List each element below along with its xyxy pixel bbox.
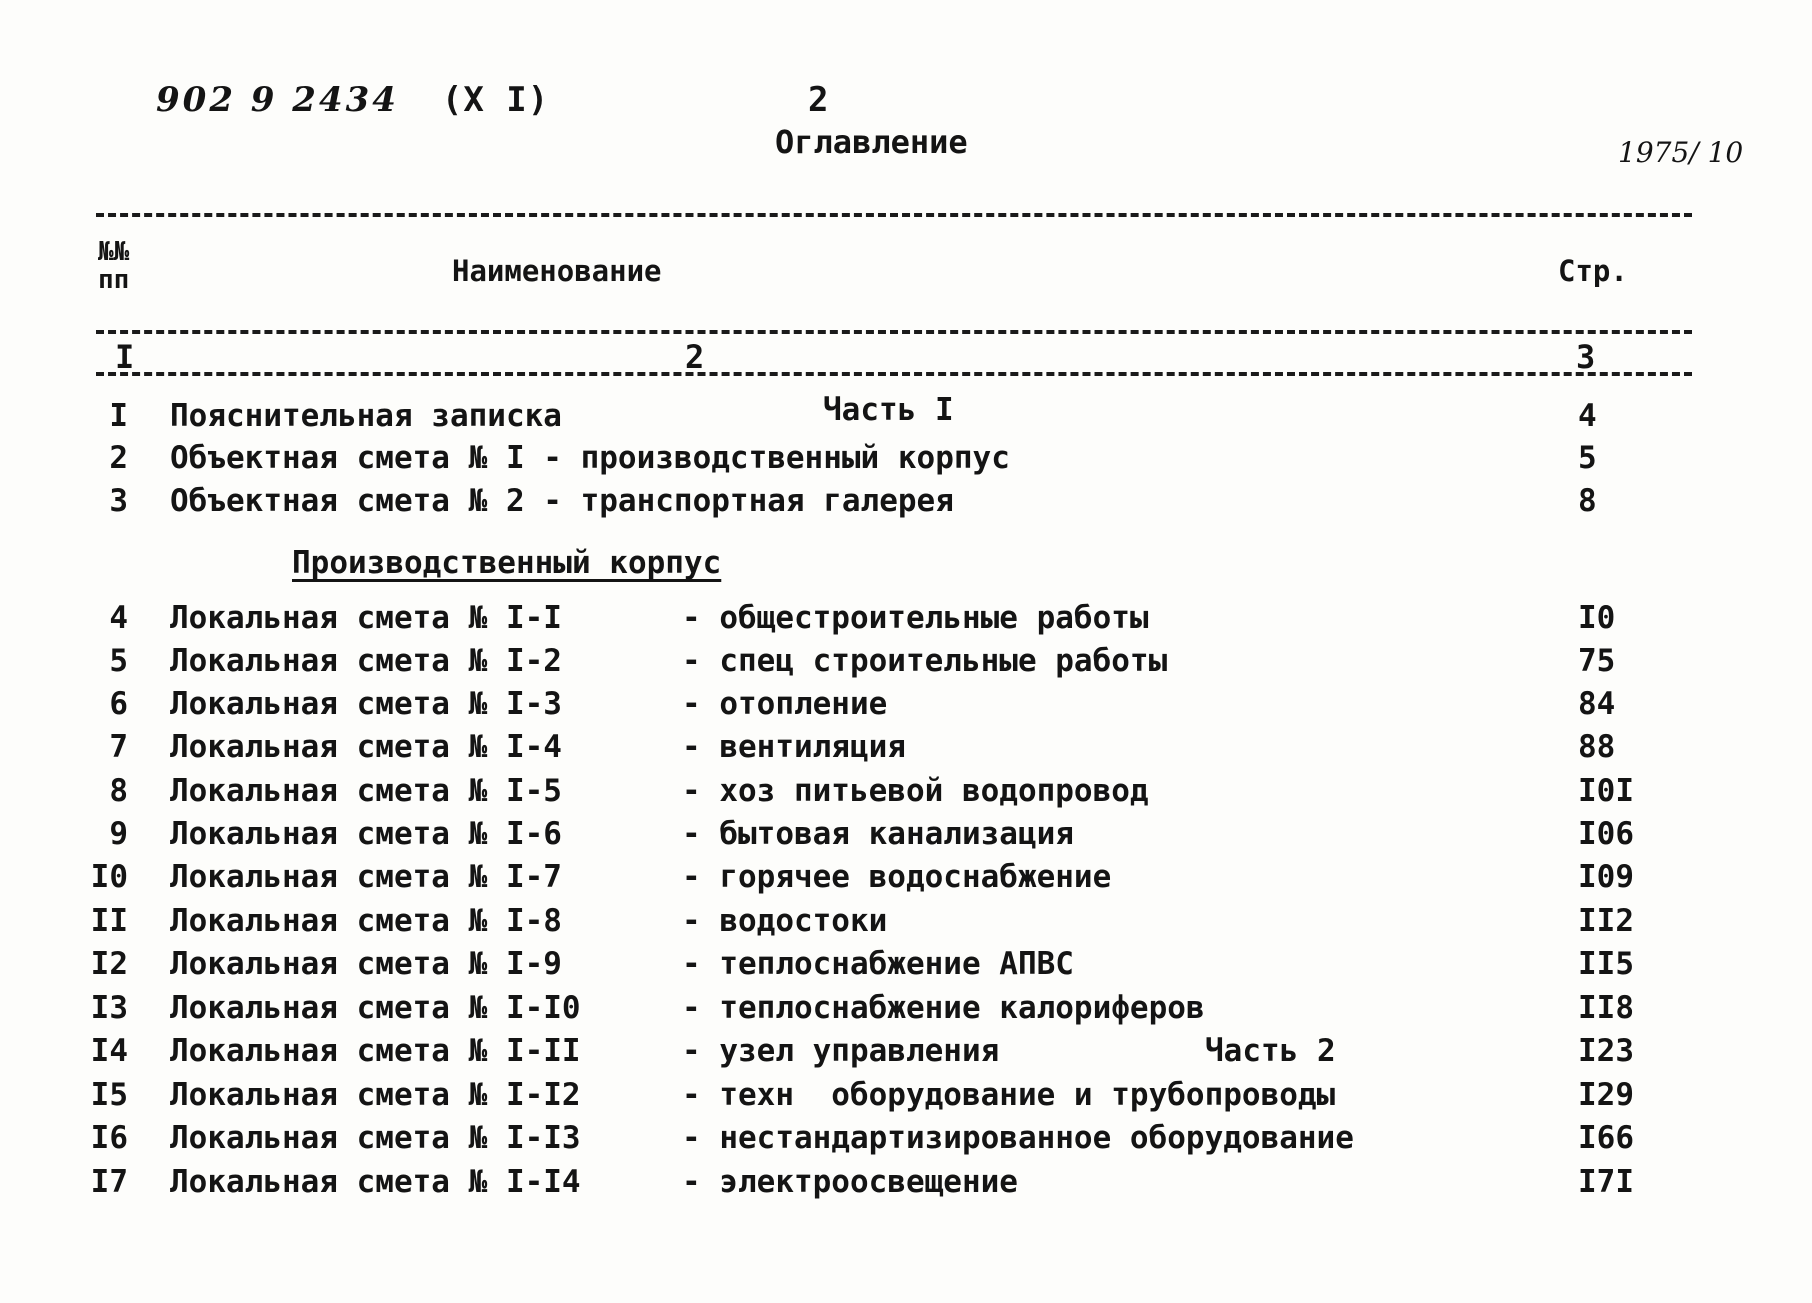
table-row: [70, 600, 1730, 642]
col-head-number: №№ пп: [98, 237, 130, 295]
row-page: I06: [1578, 816, 1634, 852]
table-row: [70, 1120, 1730, 1162]
row-page: I23: [1578, 1033, 1634, 1069]
row-name: Локальная смета № I-I0: [170, 990, 581, 1026]
row-description: - отопление: [682, 686, 888, 722]
divider-top: [96, 213, 1692, 217]
row-name: Локальная смета № I-9: [170, 946, 562, 982]
row-description: - водостоки: [682, 903, 888, 939]
row-description: - спец строительные работы: [682, 643, 1168, 679]
document-code: [156, 80, 549, 120]
row-page: 5: [1578, 440, 1597, 476]
row-name: Локальная смета № I-I: [170, 600, 562, 636]
col-index-2: 2: [685, 338, 705, 376]
row-description: - хоз питьевой водопровод: [682, 773, 1149, 809]
row-number: I4: [90, 1033, 128, 1069]
handwritten-note: 1975/ 10: [1618, 136, 1744, 169]
row-number: I7: [90, 1164, 128, 1200]
row-page: I66: [1578, 1120, 1634, 1156]
row-name: Локальная смета № I-5: [170, 773, 562, 809]
row-description: - техн оборудование и трубопроводы: [682, 1077, 1336, 1113]
row-description: - общестроительные работы: [682, 600, 1149, 636]
table-row: [70, 729, 1730, 771]
row-number: 3: [109, 483, 128, 519]
row-name: Локальная смета № I-4: [170, 729, 562, 765]
row-number: I3: [90, 990, 128, 1026]
table-row: [70, 1164, 1730, 1206]
part-2-label: Часть 2: [1205, 1033, 1336, 1069]
row-description: - электроосвещение: [682, 1164, 1018, 1200]
row-number: I: [109, 398, 128, 434]
row-number: 2: [109, 440, 128, 476]
row-description: - узел управления: [682, 1033, 1000, 1069]
col-index-1: I: [115, 338, 135, 376]
row-name: Локальная смета № I-2: [170, 643, 562, 679]
table-row: [70, 643, 1730, 685]
row-number: 6: [109, 686, 128, 722]
table-row: [70, 686, 1730, 728]
row-number: I2: [90, 946, 128, 982]
part-1-label: Часть I: [823, 392, 954, 428]
row-page: I7I: [1578, 1164, 1634, 1200]
row-page: I0: [1578, 600, 1616, 636]
table-row: [70, 816, 1730, 858]
divider-index: [96, 372, 1692, 376]
row-name: Локальная смета № I-8: [170, 903, 562, 939]
row-name: Локальная смета № I-3: [170, 686, 562, 722]
row-description: - нестандартизированное оборудование: [682, 1120, 1354, 1156]
document-code-suffix: (X I): [441, 80, 550, 120]
row-number: 8: [109, 773, 128, 809]
row-page: II8: [1578, 990, 1634, 1026]
row-name: Локальная смета № I-II: [170, 1033, 581, 1069]
row-page: II5: [1578, 946, 1634, 982]
page-title: Оглавление: [775, 123, 968, 161]
table-row: [70, 1077, 1730, 1119]
row-number: I5: [90, 1077, 128, 1113]
row-page: I0I: [1578, 773, 1634, 809]
divider-head: [96, 330, 1692, 334]
document-code-number: 902 9 2434: [156, 80, 399, 120]
row-name: Локальная смета № I-I2: [170, 1077, 581, 1113]
row-page: 4: [1578, 398, 1597, 434]
row-name: Локальная смета № I-7: [170, 859, 562, 895]
page-number: 2: [808, 80, 829, 120]
col-index-3: 3: [1576, 338, 1596, 376]
row-description: - теплоснабжение АПВС: [682, 946, 1074, 982]
row-name: Объектная смета № I - производственный корпус: [170, 440, 1010, 476]
table-row: [70, 1033, 1730, 1075]
table-row: [70, 903, 1730, 945]
row-name: Локальная смета № I-I3: [170, 1120, 581, 1156]
row-page: 8: [1578, 483, 1597, 519]
list-item: [70, 398, 1730, 440]
row-page: 75: [1578, 643, 1616, 679]
table-row: [70, 946, 1730, 988]
row-number: 5: [109, 643, 128, 679]
row-number: I6: [90, 1120, 128, 1156]
row-name: Объектная смета № 2 - транспортная галерея: [170, 483, 954, 519]
list-item: [70, 440, 1730, 482]
row-description: - бытовая канализация: [682, 816, 1074, 852]
table-row: [70, 859, 1730, 901]
row-name: Пояснительная записка: [170, 398, 562, 434]
row-number: 4: [109, 600, 128, 636]
row-number: I0: [90, 859, 128, 895]
row-page: 84: [1578, 686, 1616, 722]
table-row: [70, 990, 1730, 1032]
row-page: 88: [1578, 729, 1616, 765]
row-description: - горячее водоснабжение: [682, 859, 1112, 895]
row-number: II: [90, 903, 128, 939]
row-page: I09: [1578, 859, 1634, 895]
col-head-name: Наименование: [452, 254, 662, 288]
row-description: - вентиляция: [682, 729, 906, 765]
list-item: [70, 483, 1730, 525]
row-number: 7: [109, 729, 128, 765]
row-description: - теплоснабжение калориферов: [682, 990, 1205, 1026]
row-page: II2: [1578, 903, 1634, 939]
row-name: Локальная смета № I-I4: [170, 1164, 581, 1200]
table-row: [70, 773, 1730, 815]
section-title: Производственный корпус: [292, 545, 722, 581]
row-number: 9: [109, 816, 128, 852]
row-name: Локальная смета № I-6: [170, 816, 562, 852]
col-head-page: Стр.: [1558, 254, 1628, 288]
row-page: I29: [1578, 1077, 1634, 1113]
